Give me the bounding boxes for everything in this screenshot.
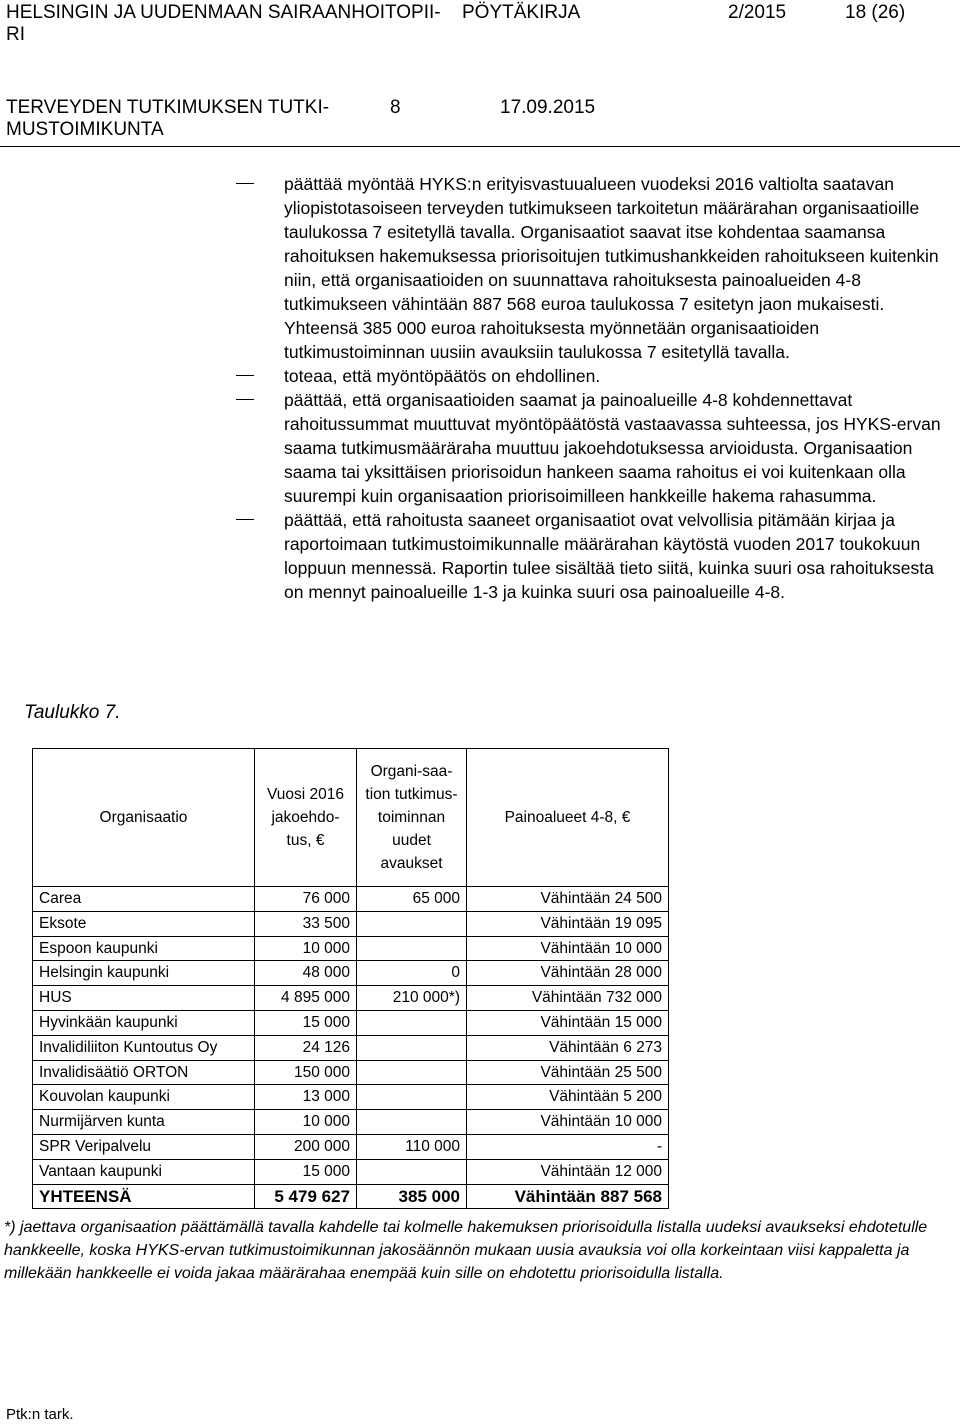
focus-areas-cell: Vähintään 5 200 [467, 1085, 669, 1110]
meeting-date: 17.09.2015 [500, 97, 596, 118]
committee-name: TERVEYDEN TUTKIMUKSEN TUTKI- MUSTOIMIKUNTA [6, 97, 330, 140]
new-openings-cell: 65 000 [357, 887, 467, 912]
allocation-cell: 5 479 627 [255, 1184, 357, 1209]
organisation-cell: Helsingin kaupunki [33, 961, 255, 986]
minutes-checker-label: Ptk:n tark. [6, 1406, 74, 1423]
focus-areas-cell: Vähintään 24 500 [467, 887, 669, 912]
organisation-cell: Hyvinkään kaupunki [33, 1010, 255, 1035]
table-row [33, 887, 669, 912]
organisation-cell: SPR Veripalvelu [33, 1134, 255, 1159]
column-header-new-openings: Organi-saa-tion tutkimus-toiminnan uudet avaukset [357, 749, 467, 887]
new-openings-cell [357, 1085, 467, 1110]
organisation-cell: Nurmijärven kunta [33, 1110, 255, 1135]
table-row [33, 961, 669, 986]
decision-item: päättää, että organisaatioiden saamat ja painoalueille 4-8 kohdennettavat rahoitussummat muuttuvat myöntöpäätöstä vastaavassa suhteessa, jos HYKS-ervan saama tutkimusmääräraha muuttuu jakoehdotuksessa arvioidusta. Organisaation saama tai yksittäisen priorisoidun hankeen saama rahoitus ei voi kuitenkaan olla suurempi kuin organisaation priorisoimilleen hankkeille hakema rahasumma. [236, 388, 956, 508]
allocation-cell: 15 000 [255, 1159, 357, 1184]
section-number: 8 [390, 97, 401, 118]
organisation-cell: Kouvolan kaupunki [33, 1085, 255, 1110]
page-number: 18 (26) [845, 2, 906, 23]
allocation-cell: 76 000 [255, 887, 357, 912]
allocation-cell: 4 895 000 [255, 986, 357, 1011]
new-openings-cell: 110 000 [357, 1134, 467, 1159]
allocation-cell: 13 000 [255, 1085, 357, 1110]
focus-areas-cell: Vähintään 15 000 [467, 1010, 669, 1035]
focus-areas-cell: Vähintään 10 000 [467, 1110, 669, 1135]
focus-areas-cell: - [467, 1134, 669, 1159]
organisation-cell: Eksote [33, 911, 255, 936]
table-footnote: *) jaettava organisaation päättämällä tavalla kahdelle tai kolmelle hakemuksen priorisoidulla listalla uudeksi avaukseksi ehdotetulle hankkeelle, koska HYKS-ervan tutkimustoimikunnan jakosäännön mukaan uusia avauksia voi olla korkeintaan viisi kappaletta ja millekään hankkeelle ei voida jakaa määrärahaa enempää kuin sille on ehdotettu priorisoidulla listalla. [4, 1219, 928, 1282]
focus-areas-cell: Vähintään 6 273 [467, 1035, 669, 1060]
new-openings-cell [357, 1110, 467, 1135]
table-row [33, 911, 669, 936]
table-row [33, 986, 669, 1011]
dash-bullet-icon [236, 183, 254, 184]
organisation-cell: Invalidisäätiö ORTON [33, 1060, 255, 1085]
dash-bullet-icon [236, 399, 254, 400]
new-openings-cell [357, 1035, 467, 1060]
organisation-cell: YHTEENSÄ [33, 1184, 255, 1209]
dash-bullet-icon [236, 519, 254, 520]
header-rule [0, 146, 960, 147]
organisation-cell: Vantaan kaupunki [33, 1159, 255, 1184]
organization-name: HELSINGIN JA UUDENMAAN SAIRAANHOITOPII- RI [6, 2, 441, 45]
column-header-allocation: Vuosi 2016 jakoehdo-tus, € [255, 749, 357, 887]
allocation-cell: 10 000 [255, 936, 357, 961]
allocation-cell: 24 126 [255, 1035, 357, 1060]
new-openings-cell: 385 000 [357, 1184, 467, 1209]
allocation-table [32, 748, 669, 1209]
focus-areas-cell: Vähintään 25 500 [467, 1060, 669, 1085]
column-header-focus-areas: Painoalueet 4-8, € [467, 749, 669, 887]
table-row [33, 1134, 669, 1159]
column-header-organisation: Organisaatio [33, 749, 255, 887]
allocation-cell: 10 000 [255, 1110, 357, 1135]
table-row [33, 1159, 669, 1184]
new-openings-cell [357, 1010, 467, 1035]
organisation-cell: Espoon kaupunki [33, 936, 255, 961]
new-openings-cell [357, 911, 467, 936]
focus-areas-cell: Vähintään 10 000 [467, 936, 669, 961]
decision-item: päättää myöntää HYKS:n erityisvastuualueen vuodeksi 2016 valtiolta saatavan yliopistotasoiseen terveyden tutkimukseen tarkoitetun määrärahan organisaatioille taulukossa 7 esitetyllä tavalla. Organisaatiot saavat itse kohdentaa saamansa rahoituksen hakemuksessa priorisoitujen tutkimushankkeiden rahoitukseen kuitenkin niin, että organisaatioiden on suunnattava rahoituksesta painoalueiden 4-8 tutkimukseen vähintään 887 568 euroa taulukossa 7 esitetyn jaon mukaisesti. Yhteensä 385 000 euroa rahoituksesta myönnetään organisaatioiden tutkimustoiminnan uusiin avauksiin taulukossa 7 esitetyllä tavalla. [236, 172, 956, 364]
focus-areas-cell: Vähintään 12 000 [467, 1159, 669, 1184]
focus-areas-cell: Vähintään 887 568 [467, 1184, 669, 1209]
organisation-cell: HUS [33, 986, 255, 1011]
new-openings-cell: 0 [357, 961, 467, 986]
table-row [33, 936, 669, 961]
table-total-row [33, 1184, 669, 1209]
table-row [33, 1035, 669, 1060]
table-caption: Taulukko 7. [24, 702, 121, 723]
table-row [33, 1085, 669, 1110]
table-row [33, 1010, 669, 1035]
allocation-cell: 200 000 [255, 1134, 357, 1159]
allocation-cell: 48 000 [255, 961, 357, 986]
table-row [33, 1110, 669, 1135]
focus-areas-cell: Vähintään 732 000 [467, 986, 669, 1011]
new-openings-cell [357, 1159, 467, 1184]
document-number: 2/2015 [728, 2, 787, 23]
focus-areas-cell: Vähintään 28 000 [467, 961, 669, 986]
new-openings-cell: 210 000*) [357, 986, 467, 1011]
allocation-cell: 15 000 [255, 1010, 357, 1035]
allocation-cell: 150 000 [255, 1060, 357, 1085]
new-openings-cell [357, 936, 467, 961]
decision-item: toteaa, että myöntöpäätös on ehdollinen. [236, 364, 956, 388]
focus-areas-cell: Vähintään 19 095 [467, 911, 669, 936]
dash-bullet-icon [236, 375, 254, 376]
allocation-cell: 33 500 [255, 911, 357, 936]
document-type: PÖYTÄKIRJA [462, 2, 581, 23]
organisation-cell: Carea [33, 887, 255, 912]
table-row [33, 1060, 669, 1085]
decision-item: päättää, että rahoitusta saaneet organisaatiot ovat velvollisia pitämään kirjaa ja raportoimaan tutkimustoimikunnalle määrärahan käytöstä vuoden 2017 toukokuun loppuun mennessä. Raportin tulee sisältää tieto siitä, kuinka suuri osa rahoituksesta on mennyt painoalueille 1-3 ja kuinka suuri osa painoalueille 4-8. [236, 508, 956, 604]
organisation-cell: Invalidiliiton Kuntoutus Oy [33, 1035, 255, 1060]
decision-list [236, 172, 956, 604]
new-openings-cell [357, 1060, 467, 1085]
